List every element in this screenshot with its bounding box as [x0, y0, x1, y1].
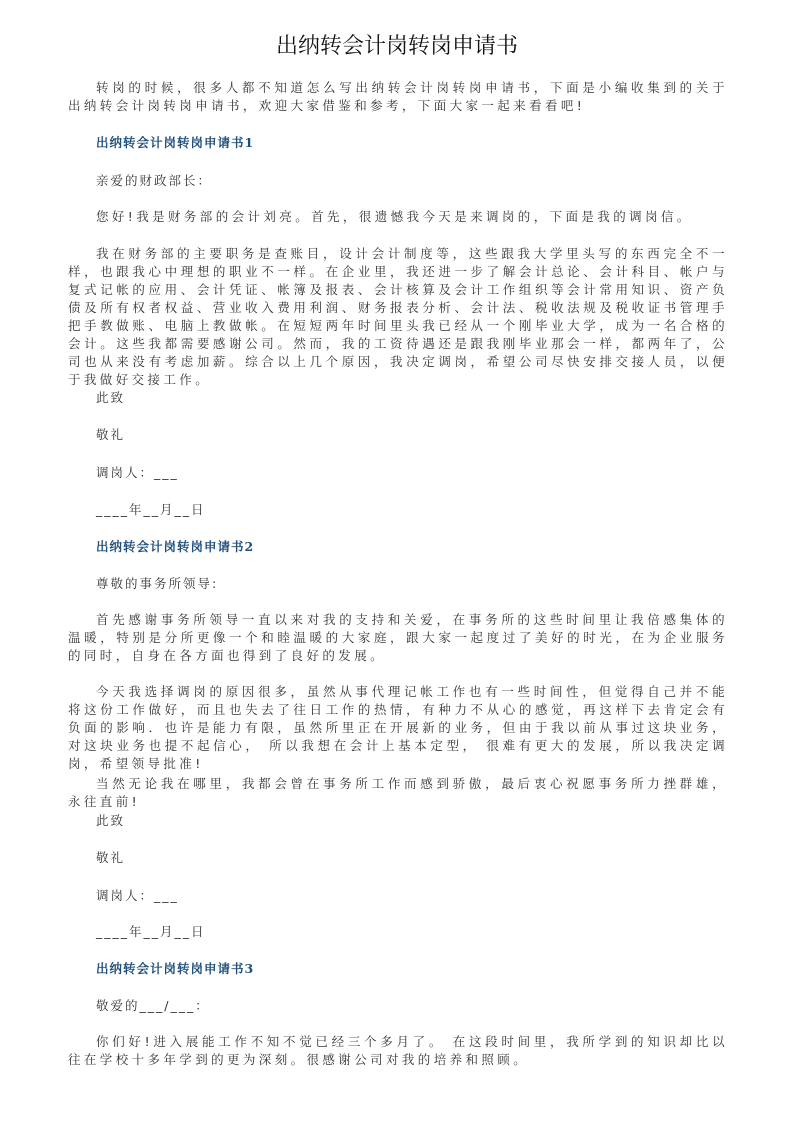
signer-line: 调岗人：___: [96, 888, 179, 903]
salutation-2: 尊敬的事务所领导:: [96, 576, 219, 591]
section-heading-2: 出纳转会计岗转岗申请书2: [96, 539, 255, 554]
closing-2: 敬礼: [96, 427, 126, 442]
closing-2: 敬礼: [96, 850, 126, 865]
letter2-paragraph-1: 首先感谢事务所领导一直以来对我的支持和关爱，在事务所的这些时间里让我倍感集体的温暖，特别是分所更像一个和睦温暖的大家庭，跟大家一起度过了美好的时光，在为企业服务的同时，自身在各方面也得到了良好的发展。: [68, 612, 728, 663]
letter2-paragraph-3: 当然无论我在哪里，我都会曾在事务所工作而感到骄傲，最后衷心祝愿事务所力挫群雄， 永往直前!: [68, 776, 728, 809]
section-heading-1: 出纳转会计岗转岗申请书1: [96, 135, 255, 150]
closing-1: 此致: [96, 390, 126, 405]
letter3-paragraph-1: 你们好!进入展能工作不知不觉已经三个多月了。 在这段时间里，我所学到的知识却比以往在学校十多年学到的更为深刻。很感谢公司对我的培养和照顾。: [68, 1034, 728, 1067]
letter2-paragraph-2: 今天我选择调岗的原因很多，虽然从事代理记帐工作也有一些时间性，但觉得自己并不能将这份工作做好，而且也失去了往日工作的热情，有种力不从心的感觉，再这样下去肯定会有负面的影响．也许是能力有限，虽然所里正在开展新的业务，但由于我以前从事过这块业务，对这块业务也提不起信心， 所以我想在会计上基本定型， 很难有更大的发展，所以我决定调岗，希望领导批准!: [68, 684, 728, 771]
letter1-paragraph-2: 我在财务部的主要职务是查账目，设计会计制度等，这些跟我大学里头写的东西完全不一样，也跟我心中理想的职业不一样。在企业里，我还进一步了解会计总论、会计科目、帐户与复式记帐的应用、会计凭证、帐簿及报表、会计核算及会计工作组织等会计常用知识、资产负债及所有权者权益、营业收入费用利润、财务报表分析、会计法、税收法规及税收证书管理手把手教做账、电脑上教做帐。在短短两年时间里头我已经从一个刚毕业大学，成为一名合格的会计。这些我都需要感谢公司。然而，我的工资待遇还是跟我刚毕业那会一样，都两年了，公司也从来没有考虑加薪。综合以上几个原因，我决定调岗，希望公司尽快安排交接人员，以便于我做好交接工作。: [68, 246, 728, 387]
section-heading-3: 出纳转会计岗转岗申请书3: [96, 961, 255, 976]
letter1-paragraph-1: 您好!我是财务部的会计刘亮。首先，很遗憾我今天是来调岗的，下面是我的调岗信。: [96, 209, 693, 224]
salutation-1: 亲爱的财政部长：: [96, 173, 213, 188]
date-line: ____年__月__日: [96, 502, 206, 517]
signer-line: 调岗人：___: [96, 465, 179, 480]
document-title: 出纳转会计岗转岗申请书: [275, 34, 518, 59]
closing-1: 此致: [96, 813, 126, 828]
intro-paragraph: 转岗的时候，很多人都不知道怎么写出纳转会计岗转岗申请书，下面是小编收集到的关于出纳转会计岗转岗申请书，欢迎大家借鉴和参考，下面大家一起来看看吧!: [68, 80, 728, 113]
salutation-3: 敬爱的___/___：: [96, 998, 210, 1013]
date-line: ____年__月__日: [96, 924, 206, 939]
